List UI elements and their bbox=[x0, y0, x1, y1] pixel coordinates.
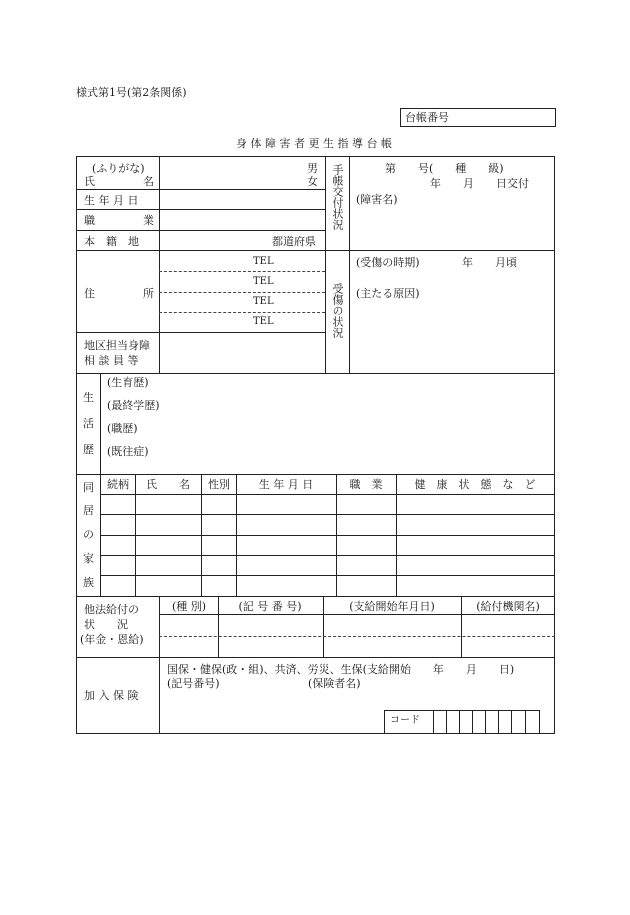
handbook-number-line[interactable]: 第 号( 種 級) bbox=[385, 162, 504, 175]
sex-male[interactable]: 男 bbox=[307, 162, 318, 175]
code-cell-divider bbox=[485, 710, 486, 734]
occupation-label-b: 業 bbox=[143, 214, 154, 227]
life-history-char: 活 bbox=[83, 417, 94, 430]
family-header-name: 氏 名 bbox=[146, 478, 190, 491]
code-cell-divider bbox=[446, 710, 447, 734]
name-label-a: 氏 bbox=[84, 175, 95, 188]
birth-date-label: 生 年 月 日 bbox=[84, 194, 139, 207]
col-line bbox=[218, 596, 219, 657]
tel-label[interactable]: TEL bbox=[253, 276, 274, 287]
sex-female[interactable]: 女 bbox=[307, 175, 318, 188]
family-header-health: 健 康 状 態 な ど bbox=[414, 478, 536, 491]
family-char: 居 bbox=[83, 504, 94, 517]
family-header-sex: 性別 bbox=[208, 478, 230, 491]
address-label-b: 所 bbox=[143, 287, 154, 300]
name-label-b: 名 bbox=[143, 175, 154, 188]
col-line bbox=[100, 373, 101, 596]
occupation-label-a: 職 bbox=[84, 214, 95, 227]
domicile-field[interactable] bbox=[160, 231, 270, 250]
col-line bbox=[349, 156, 350, 373]
work-history-label: (職歴) bbox=[107, 422, 138, 435]
section-line bbox=[76, 596, 555, 597]
tel-label[interactable]: TEL bbox=[253, 316, 274, 327]
tel-divider bbox=[159, 271, 325, 272]
handbook-issue-date[interactable]: 年 月 日交付 bbox=[430, 177, 529, 190]
benefit-header-agency: (給付機関名) bbox=[476, 600, 540, 613]
row-line bbox=[159, 614, 555, 615]
tel-label[interactable]: TEL bbox=[253, 296, 274, 307]
family-char: の bbox=[83, 528, 94, 541]
family-char: 同 bbox=[83, 481, 94, 494]
page-title: 身 体 障 害 者 更 生 指 導 台 帳 bbox=[236, 137, 392, 150]
col-line bbox=[323, 596, 324, 657]
section-line bbox=[76, 373, 555, 374]
occupation-field[interactable] bbox=[160, 210, 324, 230]
section-line bbox=[76, 474, 555, 475]
birth-date-field[interactable] bbox=[160, 190, 324, 209]
benefit-header-start: (支給開始年月日) bbox=[349, 600, 435, 613]
injury-time-label: (受傷の時期) bbox=[356, 256, 420, 269]
code-box-line bbox=[384, 710, 385, 734]
address-label-a: 住 bbox=[84, 287, 95, 300]
benefit-header-type: (種 別) bbox=[171, 600, 207, 613]
life-history-char: 生 bbox=[83, 391, 94, 404]
counselor-field[interactable] bbox=[160, 333, 324, 372]
counselor-label-line2: 相 談 員 等 bbox=[84, 354, 139, 367]
other-benefits-label-2: 状 況 bbox=[84, 618, 128, 631]
row-line bbox=[100, 555, 555, 556]
injury-cause-label: (主たる原因) bbox=[356, 287, 420, 300]
benefit-divider bbox=[159, 636, 555, 637]
education-label: (最終学歴) bbox=[107, 399, 160, 412]
family-header-relation: 続柄 bbox=[107, 478, 129, 491]
code-cell-divider bbox=[511, 710, 512, 734]
row-line bbox=[100, 535, 555, 536]
medical-history-label: (既往症) bbox=[107, 445, 149, 458]
col-line bbox=[159, 596, 160, 657]
code-box-line bbox=[384, 710, 539, 711]
tel-divider bbox=[159, 292, 325, 293]
family-header-occupation: 職 業 bbox=[349, 478, 383, 491]
other-benefits-label-3: (年金・恩給) bbox=[80, 633, 144, 646]
insurer-name-label: (保険者名) bbox=[308, 677, 361, 690]
prefecture-label: 都道府県 bbox=[272, 235, 316, 248]
insurance-types-line[interactable]: 国保・健保(政・組)、共済、労災、生保(支給開始 年 月 日) bbox=[167, 663, 515, 676]
code-cell-divider bbox=[459, 710, 460, 734]
col-line bbox=[159, 657, 160, 734]
name-field[interactable] bbox=[160, 157, 306, 189]
code-cell-divider bbox=[539, 710, 540, 734]
handbook-status-label: 手帳交付状況 bbox=[331, 164, 344, 230]
code-cell-divider bbox=[525, 710, 526, 734]
tel-divider bbox=[159, 312, 325, 313]
insurance-number-label: (記号番号) bbox=[167, 677, 220, 690]
code-cell-divider bbox=[472, 710, 473, 734]
row-line bbox=[100, 575, 555, 576]
col-line bbox=[325, 156, 326, 373]
row-line bbox=[100, 514, 555, 515]
other-benefits-label-1: 他法給付の bbox=[84, 603, 139, 616]
col-line bbox=[461, 596, 462, 657]
family-header-birth: 生 年 月 日 bbox=[258, 478, 314, 491]
code-cell-divider bbox=[433, 710, 434, 734]
disability-name-label: (障害名) bbox=[356, 193, 398, 206]
code-label: コード bbox=[390, 715, 420, 726]
counselor-label-line1: 地区担当身障 bbox=[84, 339, 150, 352]
domicile-label: 本 籍 地 bbox=[84, 235, 139, 248]
family-char: 族 bbox=[83, 576, 94, 589]
section-line bbox=[76, 657, 555, 658]
code-cell-divider bbox=[498, 710, 499, 734]
injury-time-units[interactable]: 年 月頃 bbox=[462, 256, 517, 269]
row-line bbox=[100, 494, 555, 495]
benefit-header-number: (記 号 番 号) bbox=[238, 600, 302, 613]
life-history-char: 歴 bbox=[83, 443, 94, 456]
ledger-number-label: 台帳番号 bbox=[405, 111, 449, 124]
furigana-label: (ふりがな) bbox=[92, 162, 145, 175]
form-number-label: 様式第1号(第2条関係) bbox=[76, 86, 187, 99]
tel-label[interactable]: TEL bbox=[253, 256, 274, 267]
section-line bbox=[76, 250, 555, 251]
injury-status-label: 受傷の状況 bbox=[331, 283, 344, 338]
insurance-label: 加 入 保 険 bbox=[84, 689, 139, 702]
family-char: 家 bbox=[83, 552, 94, 565]
upbringing-label: (生育歴) bbox=[107, 376, 149, 389]
